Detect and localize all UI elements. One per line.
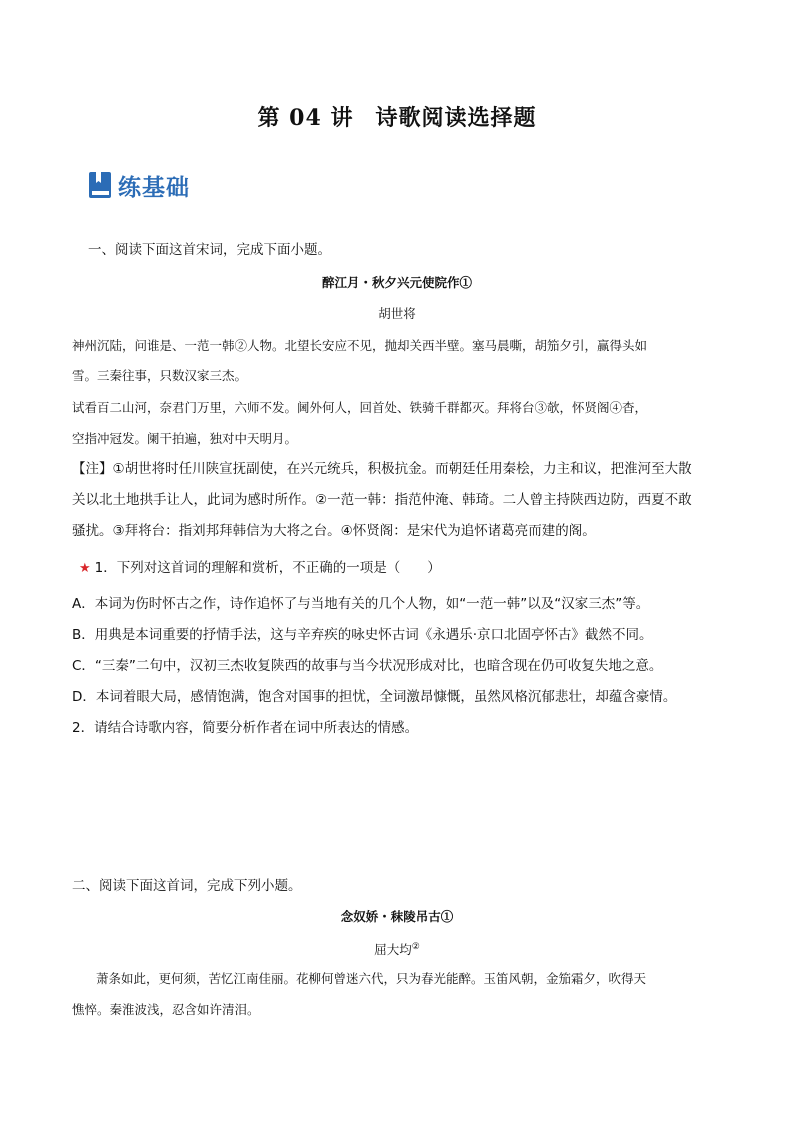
lecture-number: 第 04 讲: [257, 105, 354, 131]
question-1: [79, 558, 441, 579]
option-a: A．本词为伤时怀古之作，诗作追怀了与当地有关的几个人物，如“一范一韩”以及“汉家三杰”等。: [72, 596, 650, 612]
poem2-author-name: 屈大均: [374, 942, 412, 958]
option-b: B．用典是本词重要的抒情手法，这与辛弃疾的咏史怀古词《永遇乐·京口北固亭怀古》截然不同。: [72, 627, 653, 643]
poem2-title: 念奴娇・秣陵吊古①: [340, 909, 454, 924]
star-icon: ★: [79, 561, 91, 576]
poem1-line: 空指冲冠发。阑干拍遍，独对中天明月。: [72, 431, 298, 446]
question-2: 2．请结合诗歌内容，简要分析作者在词中所表达的情感。: [72, 720, 419, 736]
poem1-note: 骚扰。③拜将台：指刘邦拜韩信为大将之台。④怀贤阁：是宋代为追怀诸葛亮而建的阁。: [72, 523, 596, 539]
poem2-author-note-marker: ②: [411, 942, 420, 952]
lecture-topic: 诗歌阅读选择题: [375, 105, 537, 131]
question-1-text: 1．下列对这首词的理解和赏析，不正确的一项是（ ）: [94, 560, 441, 576]
poem1-note: 关以北土地拱手让人，此词为感时所作。②一范一韩：指范仲淹、韩琦。二人曾主持陕西边防，西夏不敢: [72, 492, 692, 508]
section-banner: [88, 168, 190, 202]
poem2-line: 憔悴。秦淮波浅，忍含如许清泪。: [72, 1002, 260, 1017]
poem1-title: 醉江月・秋夕兴元使院作①: [321, 275, 472, 290]
passage2-intro: 二、阅读下面这首词，完成下列小题。: [72, 878, 302, 894]
poem1-line: 试看百二山河，奈君门万里，六师不发。阃外何人，回首处、铁骑千群都灭。拜将台③欹，怀贤阁④杳，: [72, 400, 648, 415]
poem2-author: [0, 937, 794, 960]
section-label: 练基础: [118, 174, 190, 201]
poem1-author: 胡世将: [378, 306, 416, 321]
book-icon: [88, 171, 112, 199]
poem1-note: 【注】①胡世将时任川陕宣抚副使，在兴元统兵，积极抗金。而朝廷任用秦桧，力主和议，把淮河至大散: [72, 461, 692, 477]
poem1-line: 雪。三秦往事，只数汉家三杰。: [72, 368, 248, 383]
page-title: [0, 101, 794, 132]
poem2-line: 萧条如此，更何须，苦忆江南佳丽。花柳何曾迷六代，只为春光能醉。玉笛风朝，金笳霜夕，吹得天: [96, 971, 647, 986]
option-d: D．本词着眼大局，感情饱满，饱含对国事的担忧，全词激昂慷慨，虽然风格沉郁悲壮，却蕴含豪情。: [72, 689, 677, 705]
poem1-line: 神州沉陆，问谁是、一范一韩②人物。北望长安应不见，抛却关西半壁。塞马晨嘶，胡笳夕引，赢得头如: [72, 338, 648, 353]
option-c: C．“三秦”二句中，汉初三杰收复陕西的故事与当今状况形成对比，也暗含现在仍可收复失地之意。: [72, 658, 663, 674]
passage1-intro: 一、阅读下面这首宋词，完成下面小题。: [88, 242, 331, 258]
